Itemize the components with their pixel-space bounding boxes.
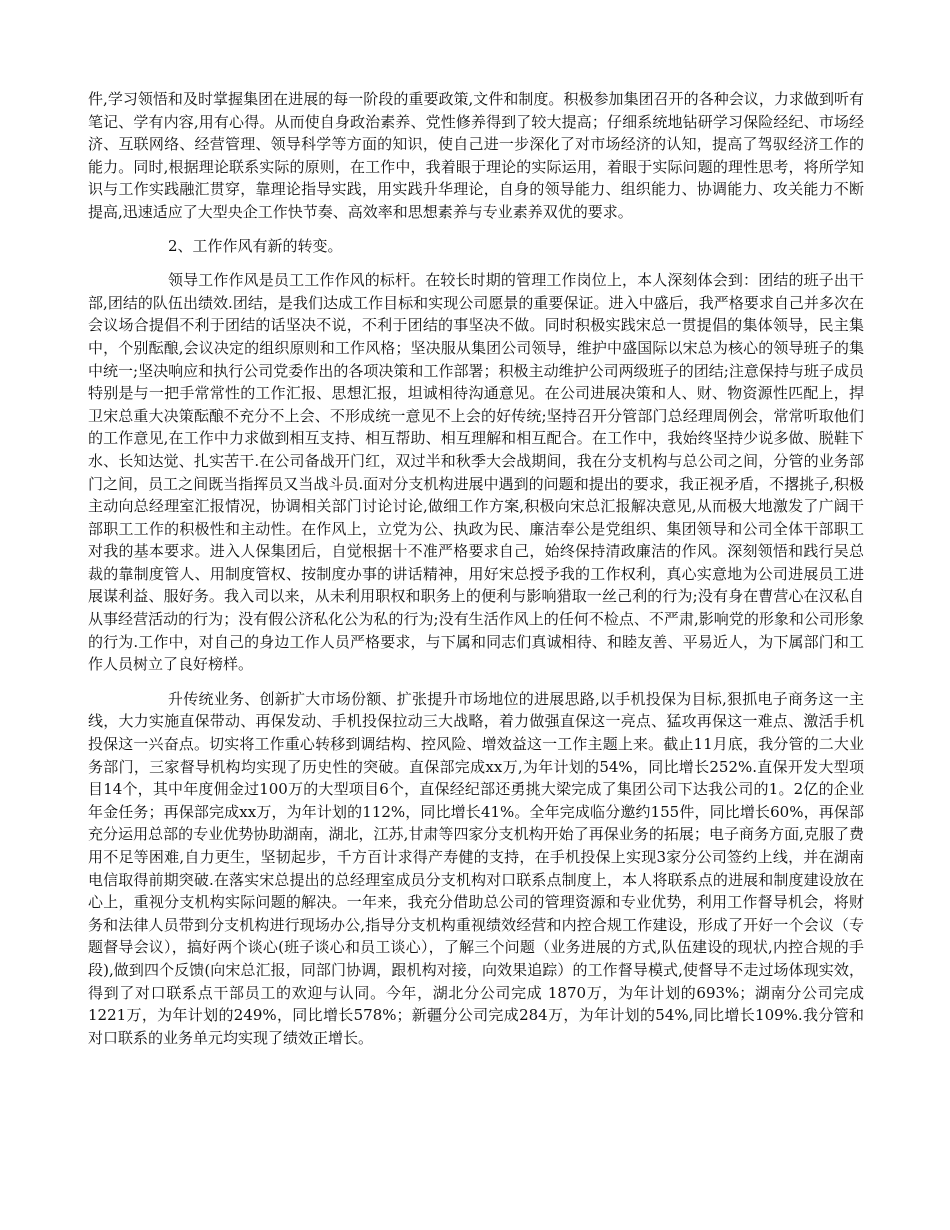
paragraph-business: 升传统业务、创新扩大市场份额、扩张提升市场地位的进展思路,以手机投保为目标,狠抓电子商务这一主线，大力实施直保带动、再保发动、手机投保拉动三大战略，着力做强直保这一亮点、猛攻再保这一难点、激活手机投保这一兴奋点。切实将工作重心转移到调结构、控风险、增效益这一工作主题上来。截止11月底，我分管的二大业务部门，三家督导机构均实现了历史性的突破。直保部完成xx万,为年计划的54%，同比增长252%.直保开发大型项目14个，其中年度佣金过100万的大型项目6个，直保经纪部还勇挑大梁完成了集团公司下达我公司的1。2亿的企业年金任务；再保部完成xx万，为年计划的112%，同比增长41%。全年完成临分邀约155件，同比增长60%，再保部充分运用总部的专业优势协助湖南，湖北，江苏,甘肃等四家分支机构开始了再保业务的拓展；电子商务方面,克服了费用不足等困难,自力更生，坚韧起步，千方百计求得产寿健的支持，在手机投保上实现3家分公司签约上线，并在湖南电信取得前期突破.在落实宋总提出的总经理室成员分支机构对口联系点制度上，本人将联系点的进展和制度建设放在心上，重视分支机构实际问题的解决。一年来，我充分借助总公司的管理资源和专业优势，利用工作督导机会，将财务和法律人员带到分支机构进行现场办公,指导分支机构重视绩效经营和内控合规工作建设，形成了开好一个会议（专题督导会议），搞好两个谈心(班子谈心和员工谈心），了解三个问题（业务进展的方式,队伍建设的现状,内控合规的手段),做到四个反馈(向宋总汇报，同部门协调，跟机构对接，向效果追踪）的工作督导模式,使督导不走过场体现实效，得到了对口联系点干部员工的欢迎与认同。今年，湖北分公司完成 1870万，为年计划的693%；湖南分公司完成1221万，为年计划的249%，同比增长578%；新疆分公司完成284万，为年计划的54%,同比增长109%.我分管和对口联系的业务单元均实现了绩效正增长。 [88,689,864,1047]
paragraph-work-style: 领导工作作风是员工工作作风的标杆。在较长时期的管理工作岗位上，本人深刻体会到：团结的班子出干部,团结的队伍出绩效.团结，是我们达成工作目标和实现公司愿景的重要保证。进入中盛后，我严格要求自己并多次在会议场合提倡不利于团结的话坚决不说，不利于团结的事坚决不做。同时积极实践宋总一贯提倡的集体领导，民主集中，个别酝酿,会议决定的组织原则和工作风格；坚决服从集团公司领导，维护中盛国际以宋总为核心的领导班子的集中统一;坚决响应和执行公司党委作出的各项决策和工作部署；积极主动维护公司两级班子的团结;注意保持与班子成员特别是与一把手常常性的工作汇报、思想汇报，坦诚相待沟通意见。在公司进展决策和人、财、物资源性匹配上，捍卫宋总重大决策酝酿不充分不上会、不形成统一意见不上会的好传统;坚持召开分管部门总经理周例会，常常听取他们的工作意见,在工作中力求做到相互支持、相互帮助、相互理解和相互配合。在工作中，我始终坚持少说多做、脱鞋下水、长知达觉、扎实苦干.在公司备战开门红，双过半和秋季大会战期间，我在分支机构与总公司之间，分管的业务部门之间，员工之间既当指挥员又当战斗员.面对分支机构进展中遇到的问题和提出的要求，我正视矛盾，不撂挑子,积极主动向总经理室汇报情况，协调相关部门讨论讨论,做细工作方案,积极向宋总汇报解决意见,从而极大地激发了广阔干部职工工作的积极性和主动性。在作风上，立党为公、执政为民、廉洁奉公是党组织、集团领导和公司全体干部职工对我的基本要求。进入人保集团后，自觉根据十不准严格要求自己，始终保持清政廉洁的作风。深刻领悟和践行吴总裁的靠制度管人、用制度管权、按制度办事的讲话精神，用好宋总授予我的工作权利，真心实意地为公司进展员工进展谋利益、服好务。我入司以来，从未利用职权和职务上的便利与影响猎取一丝己利的行为;没有身在曹营心在汉私自从事经营活动的行为；没有假公济私化公为私的行为;没有生活作风上的任何不检点、不严肃,影响党的形象和公司形象的行为.工作中，对自己的身边工作人员严格要求，与下属和同志们真诚相待、和睦友善、平易近人，为下属部门和工作人员树立了良好榜样。 [88,271,864,674]
document-page [88,88,864,1049]
paragraph-study: 件,学习领悟和及时掌握集团在进展的每一阶段的重要政策,文件和制度。积极参加集团召开的各种会议，力求做到听有笔记、学有内容,用有心得。从而使自身政治素养、党性修养得到了较大提高；仔细系统地钻研学习保险经纪、市场经济、互联网络、经营管理、领导科学等方面的知识，使自己进一步深化了对市场经济的认知，提高了驾驭经济工作的能力。同时,根据理论联系实际的原则，在工作中，我着眼于理论的实际运用，着眼于实际问题的理性思考，将所学知识与工作实践融汇贯穿，靠理论指导实践，用实践升华理论，自身的领导能力、组织能力、协调能力、攻关能力不断提高,迅速适应了大型央企工作快节奏、高效率和思想素养与专业素养双优的要求。 [88,90,864,221]
section-heading: 2、工作作风有新的转变。 [168,236,343,255]
